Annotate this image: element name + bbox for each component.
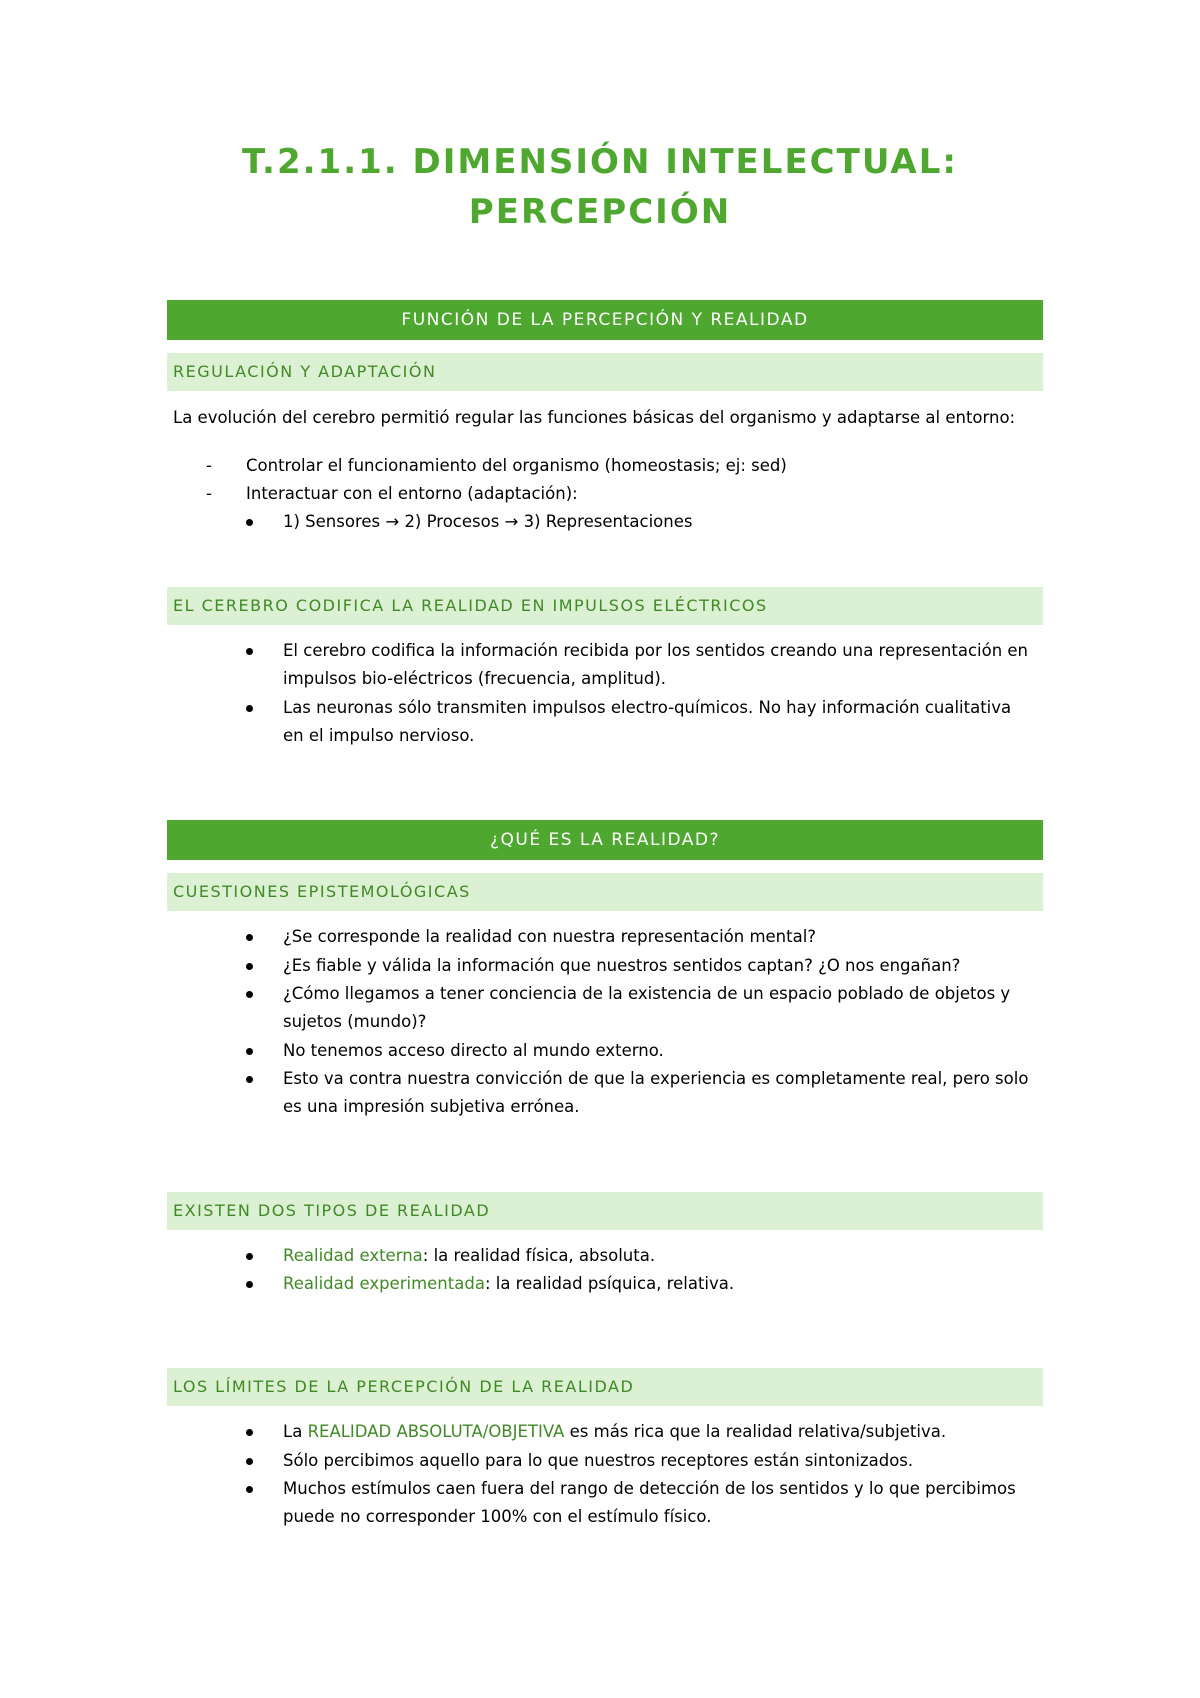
list-item-line: puede no corresponder 100% con el estímulo físico.: [283, 1507, 712, 1526]
list-item-line: Esto va contra nuestra convicción de que la experiencia es completamente real, pero solo: [283, 1069, 1029, 1088]
bullet-marker: [246, 1253, 253, 1260]
list-item-line: El cerebro codifica la información recibida por los sentidos creando una representación en: [283, 641, 1029, 660]
list-item: [283, 1418, 946, 1446]
term-realidad-externa: Realidad externa: [283, 1246, 423, 1265]
dash-item: Controlar el funcionamiento del organismo (homeostasis; ej: sed): [246, 456, 787, 475]
bullet-marker: [246, 1076, 253, 1083]
document-title-line-2: PERCEPCIÓN: [468, 192, 732, 232]
list-item-line: Las neuronas sólo transmiten impulsos electro-químicos. No hay información cualitativa: [283, 698, 1012, 717]
document-title-line-1: T.2.1.1. DIMENSIÓN INTELECTUAL:: [242, 142, 958, 182]
list-item: [283, 1242, 655, 1270]
subheader-limites: LOS LÍMITES DE LA PERCEPCIÓN DE LA REALIDAD: [167, 1368, 1043, 1406]
bullet-marker: [246, 963, 253, 970]
section-header-funcion: FUNCIÓN DE LA PERCEPCIÓN Y REALIDAD: [167, 300, 1043, 340]
dash-marker: -: [206, 456, 212, 475]
list-item-line: impulsos bio-eléctricos (frecuencia, amplitud).: [283, 669, 667, 688]
subheader-dos-tipos: EXISTEN DOS TIPOS DE REALIDAD: [167, 1192, 1043, 1230]
bullet-marker: [246, 519, 253, 526]
bullet-marker: [246, 1281, 253, 1288]
bullet-marker: [246, 934, 253, 941]
bullet-marker: [246, 705, 253, 712]
list-item: ¿Se corresponde la realidad con nuestra representación mental?: [283, 927, 817, 946]
term-realidad-absoluta: REALIDAD ABSOLUTA/OBJETIVA: [307, 1422, 565, 1441]
list-item: [283, 1270, 734, 1298]
list-item-line: en el impulso nervioso.: [283, 726, 475, 745]
bullet-marker: [246, 1048, 253, 1055]
list-item-line: sujetos (mundo)?: [283, 1012, 427, 1031]
term-definition: : la realidad psíquica, relativa.: [484, 1274, 735, 1293]
subheader-cerebro-codifica: EL CEREBRO CODIFICA LA REALIDAD EN IMPULSOS ELÉCTRICOS: [167, 587, 1043, 625]
intro-paragraph: La evolución del cerebro permitió regular las funciones básicas del organismo y adaptarse al entorno:: [173, 408, 1016, 427]
list-item: No tenemos acceso directo al mundo externo.: [283, 1041, 664, 1060]
text-fragment: es más rica que la realidad relativa/subjetiva.: [564, 1422, 947, 1441]
subheader-regulacion: REGULACIÓN Y ADAPTACIÓN: [167, 353, 1043, 391]
section-header-que-es-realidad: ¿QUÉ ES LA REALIDAD?: [167, 820, 1043, 860]
list-item-line: es una impresión subjetiva errónea.: [283, 1097, 580, 1116]
term-definition: : la realidad física, absoluta.: [422, 1246, 656, 1265]
bullet-marker: [246, 648, 253, 655]
dash-item: Interactuar con el entorno (adaptación):: [246, 484, 578, 503]
list-item: 1) Sensores → 2) Procesos → 3) Representaciones: [283, 512, 693, 531]
dash-marker: -: [206, 484, 212, 503]
list-item-line: ¿Cómo llegamos a tener conciencia de la existencia de un espacio poblado de objetos y: [283, 984, 1011, 1003]
bullet-marker: [246, 1429, 253, 1436]
list-item: ¿Es fiable y válida la información que nuestros sentidos captan? ¿O nos engañan?: [283, 956, 961, 975]
bullet-marker: [246, 991, 253, 998]
list-item: Sólo percibimos aquello para lo que nuestros receptores están sintonizados.: [283, 1451, 914, 1470]
list-item-line: Muchos estímulos caen fuera del rango de detección de los sentidos y lo que percibimos: [283, 1479, 1016, 1498]
bullet-marker: [246, 1458, 253, 1465]
bullet-marker: [246, 1486, 253, 1493]
text-fragment: La: [283, 1422, 308, 1441]
term-realidad-experimentada: Realidad experimentada: [283, 1274, 485, 1293]
subheader-cuestiones: CUESTIONES EPISTEMOLÓGICAS: [167, 873, 1043, 911]
